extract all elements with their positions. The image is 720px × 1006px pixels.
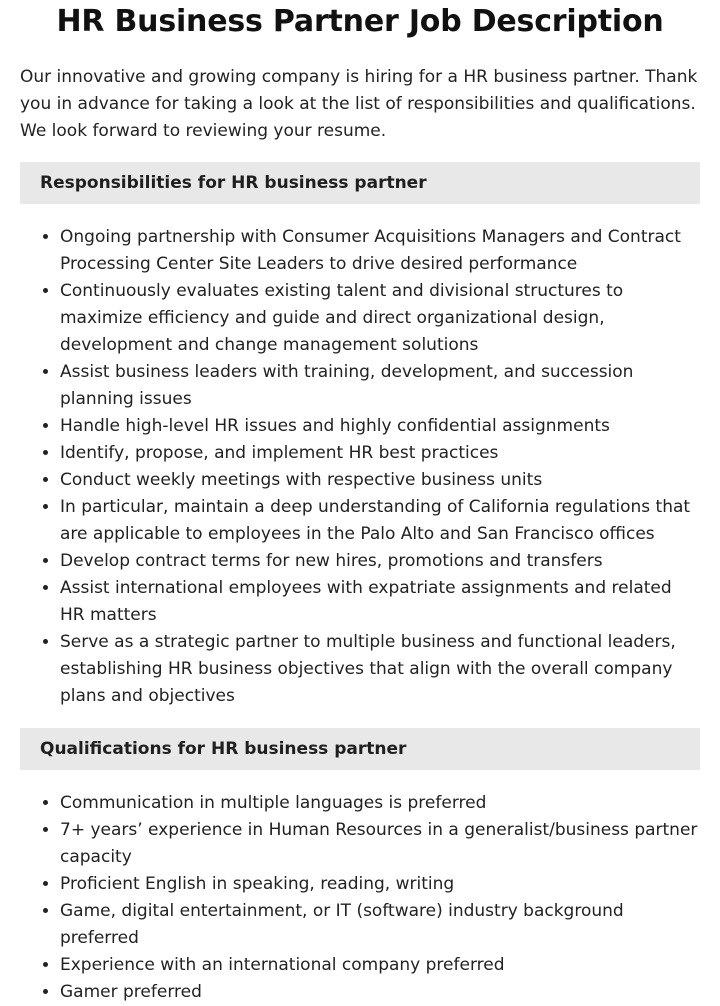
list-item: • Game, digital entertainment, or IT (software) industry background preferred <box>60 898 700 952</box>
list-item: • Identify, propose, and implement HR best practices <box>60 440 700 467</box>
list-item: • Serve as a strategic partner to multiple business and functional leaders, establishing HR business objectives that align with the overall company plans and objectives <box>60 629 700 710</box>
qualifications-heading: Qualifications for HR business partner <box>20 728 700 770</box>
list-item: • 7+ years’ experience in Human Resources in a generalist/business partner capacity <box>60 817 700 871</box>
list-item: • Assist international employees with expatriate assignments and related HR matters <box>60 575 700 629</box>
list-item: • Handle high-level HR issues and highly confidential assignments <box>60 413 700 440</box>
qualifications-list <box>20 790 700 1006</box>
list-item: • Proficient English in speaking, reading, writing <box>60 871 700 898</box>
list-item: • Develop contract terms for new hires, promotions and transfers <box>60 548 700 575</box>
list-item: • Gamer preferred <box>60 979 700 1006</box>
list-item: • In particular, maintain a deep understanding of California regulations that are applicable to employees in the Palo Alto and San Francisco offices <box>60 494 700 548</box>
list-item: • Communication in multiple languages is preferred <box>60 790 700 817</box>
page-title: HR Business Partner Job Description <box>56 4 664 39</box>
list-item: • Ongoing partnership with Consumer Acquisitions Managers and Contract Processing Center Site Leaders to drive desired performance <box>60 224 700 278</box>
list-item: • Assist business leaders with training, development, and succession planning issues <box>60 359 700 413</box>
responsibilities-list <box>20 224 700 710</box>
responsibilities-heading: Responsibilities for HR business partner <box>20 162 700 204</box>
intro-paragraph: Our innovative and growing company is hiring for a HR business partner. Thank you in advance for taking a look at the list of responsibilities and qualifications. We look forward to reviewing your resume. <box>20 67 698 141</box>
list-item: • Experience with an international company preferred <box>60 952 700 979</box>
list-item: • Conduct weekly meetings with respective business units <box>60 467 700 494</box>
list-item: • Continuously evaluates existing talent and divisional structures to maximize efficiency and guide and direct organizational design, development and change management solutions <box>60 278 700 359</box>
